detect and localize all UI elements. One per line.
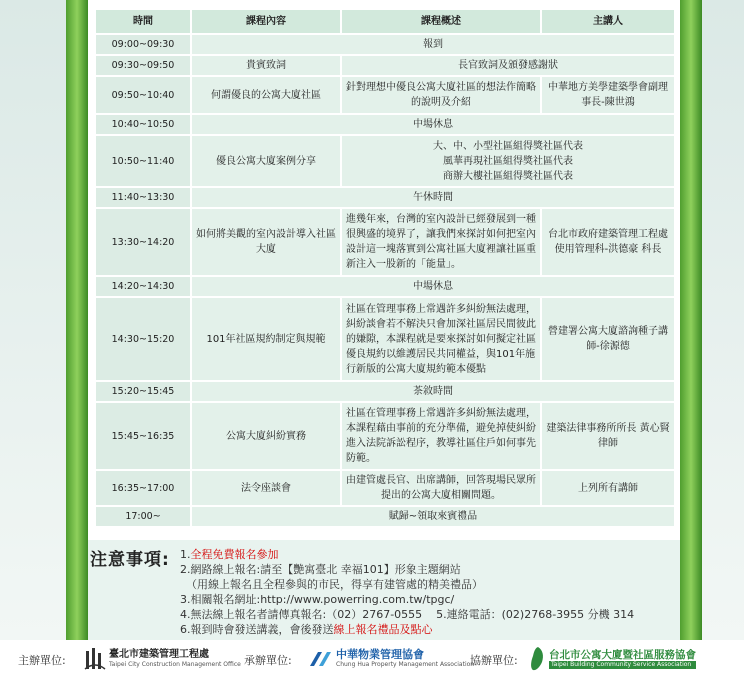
coorganizer-label: 協辦單位: [470,654,518,667]
contractor-label: 承辦單位: [244,654,292,667]
notice-item-6-red: 線上報名禮品及點心 [333,623,433,636]
row-summary [341,135,675,187]
notice-item-2: 2.網路線上報名:請至【艷寓臺北 幸福101】形象主題網站 [180,563,461,576]
row-span: 賦歸~領取來賓禮品 [191,506,675,527]
organizer-sub: Taipei City Construction Management Office [109,661,241,668]
table-row [95,208,675,276]
summary-line: 大、中、小型社區組得獎社區代表 [433,140,583,152]
green-pillar-left [66,0,88,640]
header-summary: 課程概述 [341,9,541,34]
table-row [95,34,675,55]
table-header-row [95,9,675,34]
row-speaker: 中華地方美學建築學會副理事長-陳世鴻 [541,76,675,114]
green-pillar-right [680,0,702,640]
header-content: 課程內容 [191,9,341,34]
taiwan-map-icon [528,646,546,672]
header-time: 時間 [95,9,191,34]
notice-item-3: 3.相關報名網址:http://www.powerring.com.tw/tpgc/ [180,593,455,606]
notice-item-6 [180,622,634,637]
table-row [95,76,675,114]
row-speaker: 建築法律事務所所長 黃心賢律師 [541,402,675,470]
table-row [95,506,675,527]
organizer-logo [84,645,241,673]
table-row [95,135,675,187]
row-content: 101年社區規約制定與規範 [191,297,341,381]
notice-title: 注意事項: [90,550,170,570]
notice-item-1-num: 1. [180,548,191,561]
row-summary: 社區在管理事務上常遇許多糾紛無法處理，糾紛談會若不解決只會加深社區居民間彼此的嫌隙，本課程就是要來探討如何擬定社區優良規約以維護居民共同權益，與101年施行新版的公寓大廈規約範本優點 [341,297,541,381]
row-summary: 長官致詞及頒發感謝狀 [341,55,675,76]
contractor-sub: Chung Hua Property Management Association [336,661,475,668]
schedule-table [94,8,676,528]
row-time: 15:45~16:35 [95,402,191,470]
coorganizer-sub: Taipei Building Community Service Association [549,661,696,669]
footer-sponsors [0,640,744,678]
background-right [702,0,744,640]
table-row [95,114,675,135]
row-time: 17:00~ [95,506,191,527]
notice-item-1-text: 全程免費報名參加 [190,548,279,561]
contractor-name: 中華物業管理協會 [336,648,424,661]
notice-item-2b: （用線上報名且全程參與的市民，得享有建管處的精美禮品） [186,578,483,591]
table-row [95,276,675,297]
table-row [95,470,675,506]
row-time: 14:30~15:20 [95,297,191,381]
row-content: 如何將美觀的室內設計導入社區大廈 [191,208,341,276]
row-time: 15:20~15:45 [95,381,191,402]
row-time: 10:40~10:50 [95,114,191,135]
row-time: 09:00~09:30 [95,34,191,55]
row-span: 中場休息 [191,276,675,297]
row-span: 報到 [191,34,675,55]
notice-item-6-text: 6.報到時會發送講義，會後發送 [180,623,334,636]
row-time: 09:50~10:40 [95,76,191,114]
notice-item-1 [180,547,634,562]
table-row [95,187,675,208]
row-span: 中場休息 [191,114,675,135]
row-content: 法令座談會 [191,470,341,506]
row-time: 09:30~09:50 [95,55,191,76]
notice-item-4: 4.無法線上報名者請傳真報名:（02）2767-0555 5.連絡電話：(02)2768-3955 分機 314 [180,608,635,621]
row-summary: 針對理想中優良公寓大廈社區的想法作簡略的說明及介紹 [341,76,541,114]
row-time: 16:35~17:00 [95,470,191,506]
row-time: 13:30~14:20 [95,208,191,276]
table-row [95,55,675,76]
row-content: 優良公寓大廈案例分享 [191,135,341,187]
row-speaker: 台北市政府建築管理工程處使用管理科-洪德豪 科長 [541,208,675,276]
row-summary: 由建管處長官、出席講師，回答現場民眾所提出的公寓大廈相關問題。 [341,470,541,506]
property-logo-icon [308,648,334,670]
row-content: 公寓大廈糾紛實務 [191,402,341,470]
table-row [95,297,675,381]
row-speaker: 營建署公寓大廈諮詢種子講師-徐源德 [541,297,675,381]
background-left [0,0,66,640]
row-time: 10:50~11:40 [95,135,191,187]
row-time: 14:20~14:30 [95,276,191,297]
organizer-label: 主辦單位: [18,654,66,667]
header-speaker: 主講人 [541,9,675,34]
table-row [95,381,675,402]
row-content: 何謂優良的公寓大廈社區 [191,76,341,114]
summary-line: 風華再現社區組得獎社區代表 [443,155,573,167]
row-speaker: 上列所有講師 [541,470,675,506]
notice-section [88,545,688,637]
row-summary: 進幾年來，台灣的室內設計已經發展到一種很興盛的境界了，讓我們來探討如何把室內設計這一塊落實到公寓社區大廈裡讓社區重新注入一股新的「能量」。 [341,208,541,276]
contractor-logo [308,645,474,673]
building-icon [84,647,106,671]
coorganizer-logo [528,645,696,673]
row-content: 貴賓致詞 [191,55,341,76]
row-time: 11:40~13:30 [95,187,191,208]
row-span: 午休時間 [191,187,675,208]
organizer-name: 臺北市建築管理工程處 [109,649,209,660]
table-row [95,402,675,470]
row-span: 茶敘時間 [191,381,675,402]
summary-line: 商辦大樓社區組得獎社區代表 [443,170,573,182]
coorganizer-name: 台北市公寓大廈暨社區服務協會 [549,649,696,661]
row-summary: 社區在管理事務上常遇許多糾紛無法處理，本課程藉由事前的充分準備，避免掉使糾紛進入法院訴訟程序，教導社區住戶如何事先防範。 [341,402,541,470]
notice-list [180,547,634,637]
